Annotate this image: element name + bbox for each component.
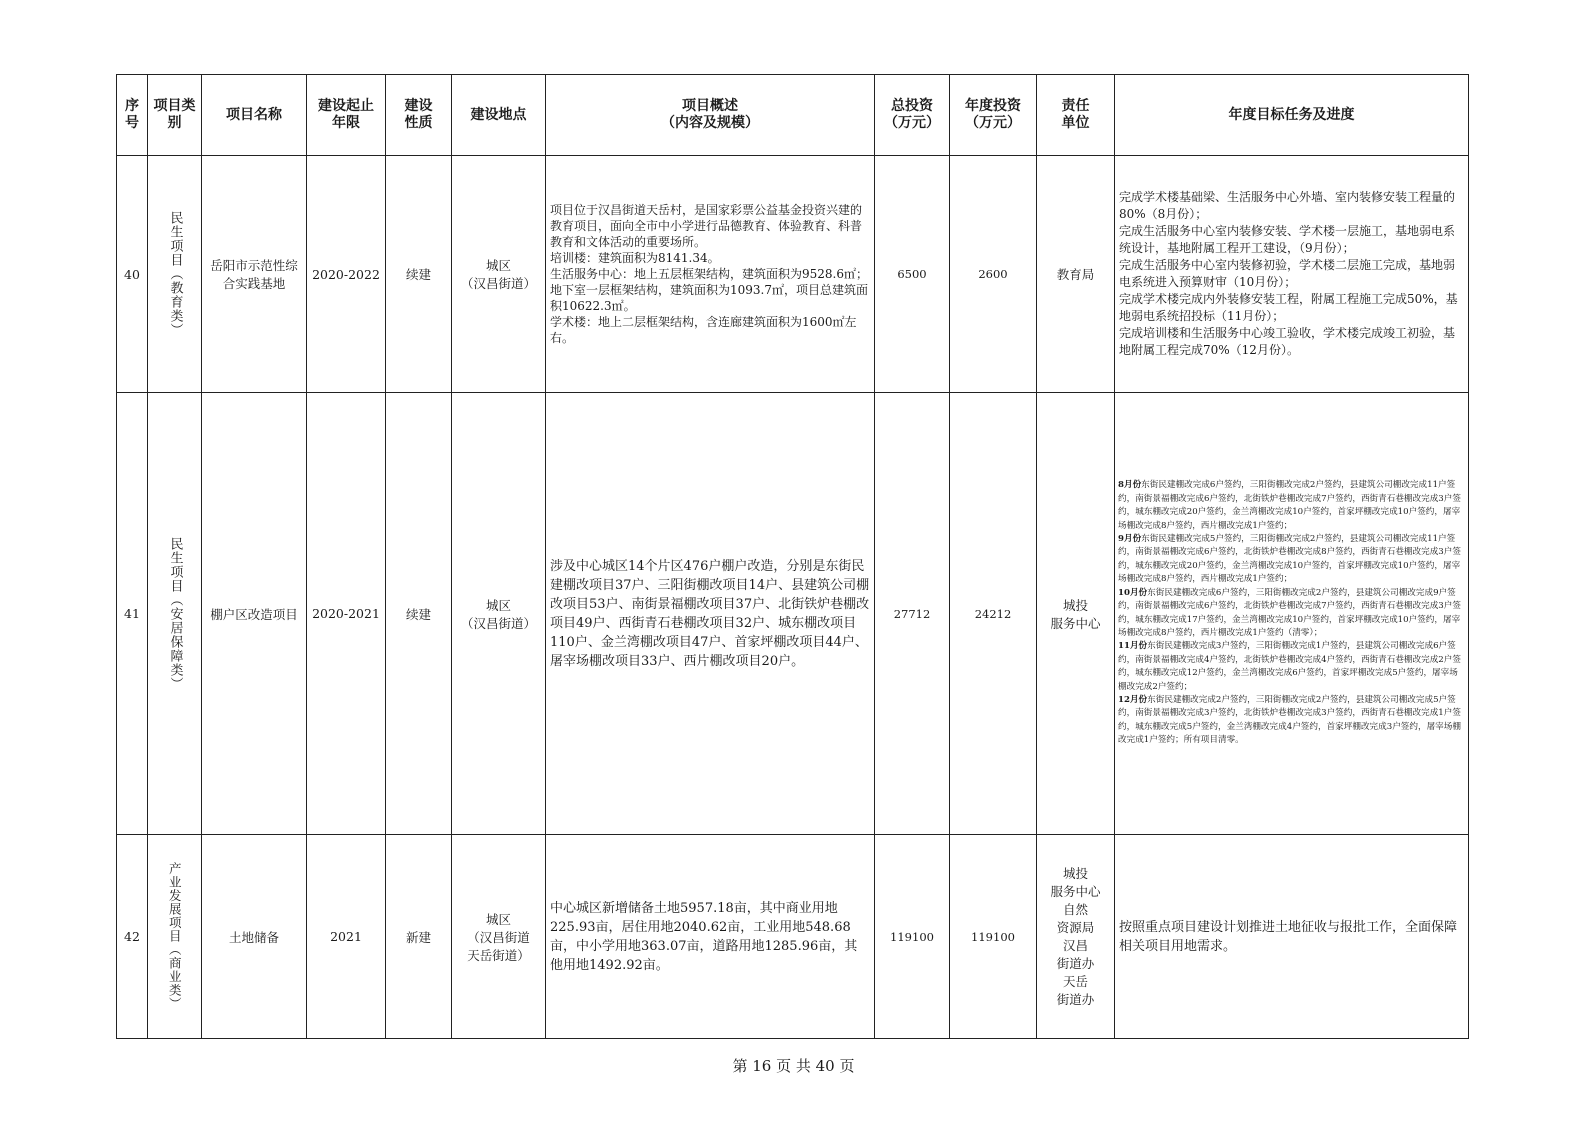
header-location: 建设地点 [452,75,546,156]
table-row [117,393,1469,835]
header-total-investment: 总投资 （万元） [875,75,950,156]
row-category: 民生项目（教育类） [148,156,202,393]
row-period: 2020-2021 [307,393,386,835]
row-summary: 中心城区新增储备土地5957.18亩，其中商业用地225.93亩，居住用地2040.62亩，工业用地548.68亩，中小学用地363.07亩，道路用地1285.96亩，其他用地1492.92亩。 [546,835,875,1039]
row-responsible-unit: 教育局 [1037,156,1115,393]
row-total-investment: 6500 [875,156,950,393]
project-table [116,74,1469,1039]
month-task: 12月份东街民建棚改完成2户签约，三阳街棚改完成2户签约，县建筑公司棚改完成5户签约，南街景福棚改完成3户签约，北街铁炉巷棚改完成3户签约，西街青石巷棚改完成1户签约，城东棚改完成5户签约，金兰湾棚改完成4户签约，首家坪棚改完成3户签约，屠宰场棚改完成1户签约；所有项目清零。 [1118,694,1461,746]
row-annual-tasks: 完成学术楼基础梁、生活服务中心外墙、室内装修安装工程量的80%（8月份）； 完成生活服务中心室内装修安装、学术楼一层施工，基地弱电系统设计，基地附属工程开工建设，（9月份）； 完成生活服务中心室内装修初验，学术楼二层施工完成，基地弱电系统进入预算财审（10月份）； 完成学术楼完成内外装修安装工程，附属工程施工完成50%，基地弱电系统招投标（11月份）； 完成培训楼和生活服务中心竣工验收，学术楼完成竣工初验，基地附属工程完成70%（12月份）。 [1115,156,1469,393]
row-annual-investment: 2600 [950,156,1037,393]
header-row [117,75,1469,156]
row-annual-investment: 24212 [950,393,1037,835]
header-annual-tasks: 年度目标任务及进度 [1115,75,1469,156]
header-annual-investment: 年度投资 （万元） [950,75,1037,156]
month-task: 11月份东街民建棚改完成3户签约，三阳街棚改完成1户签约，县建筑公司棚改完成6户签约，南街景福棚改完成4户签约，北街铁炉巷棚改完成4户签约，西街青石巷棚改完成2户签约，城东棚改完成12户签约，金兰湾棚改完成6户签约，首家坪棚改完成5户签约，屠宰场棚改完成2户签约； [1118,641,1461,692]
row-summary: 涉及中心城区14个片区476户棚户改造，分别是东街民建棚改项目37户、三阳街棚改项目14户、县建筑公司棚改项目53户、南街景福棚改项目37户、北街铁炉巷棚改项目49户、西街青石巷棚改项目32户、城东棚改项目110户、金兰湾棚改项目47户、首家坪棚改项目44户、屠宰场棚改项目33户、西片棚改项目20户。 [546,393,875,835]
month-task: 8月份东街民建棚改完成6户签约，三阳街棚改完成2户签约，县建筑公司棚改完成11户签约，南街景福棚改完成6户签约，北街铁炉巷棚改完成7户签约，西街青石巷棚改完成3户签约，城东棚改完成20户签约，金兰湾棚改完成10户签约，首家坪棚改完成10户签约，屠宰场棚改完成8户签约，西片棚改完成1户签约； [1118,480,1461,531]
row-responsible-unit: 城投 服务中心 自然 资源局 汉昌 街道办 天岳 街道办 [1037,835,1115,1039]
row-nature: 新建 [386,835,452,1039]
row-annual-tasks [1115,393,1469,835]
row-name: 土地储备 [202,835,307,1039]
row-responsible-unit: 城投 服务中心 [1037,393,1115,835]
row-annual-tasks: 按照重点项目建设计划推进土地征收与报批工作，全面保障相关项目用地需求。 [1115,835,1469,1039]
row-location: 城区 （汉昌街道） [452,156,546,393]
page-footer: 第 16 页 共 40 页 [732,1057,855,1075]
header-name: 项目名称 [202,75,307,156]
row-annual-investment: 119100 [950,835,1037,1039]
table-row [117,156,1469,393]
row-category: 产业发展项目（商业类） [148,835,202,1039]
row-period: 2021 [307,835,386,1039]
header-nature: 建设性质 [386,75,452,156]
row-period: 2020-2022 [307,156,386,393]
header-category: 项目类别 [148,75,202,156]
row-name: 棚户区改造项目 [202,393,307,835]
row-location: 城区 （汉昌街道 天岳街道） [452,835,546,1039]
header-summary: 项目概述 （内容及规模） [546,75,875,156]
month-task: 10月份东街民建棚改完成6户签约，三阳街棚改完成2户签约，县建筑公司棚改完成9户签约，南街景福棚改完成6户签约，北街铁炉巷棚改完成7户签约，西街青石巷棚改完成3户签约，城东棚改完成17户签约，金兰湾棚改完成10户签约，首家坪棚改完成10户签约，屠宰场棚改完成8户签约，西片棚改完成1户签约（清零）； [1118,587,1461,638]
row-total-investment: 27712 [875,393,950,835]
row-location: 城区 （汉昌街道） [452,393,546,835]
row-summary: 项目位于汉昌街道天岳村，是国家彩票公益基金投资兴建的教育项目，面向全市中小学进行品德教育、体验教育、科普教育和文体活动的重要场所。 培训楼：建筑面积为8141.34。 生活服务中心：地上五层框架结构，建筑面积为9528.6㎡；地下室一层框架结构，建筑面积为1093.7㎡，项目总建筑面积10622.3㎡。 学术楼：地上二层框架结构，含连廊建筑面积为1600㎡左右。 [546,156,875,393]
header-period: 建设起止年限 [307,75,386,156]
header-responsible-unit: 责任单位 [1037,75,1115,156]
header-seq: 序号 [117,75,148,156]
row-category: 民生项目（安居保障类） [148,393,202,835]
row-total-investment: 119100 [875,835,950,1039]
row-name: 岳阳市示范性综合实践基地 [202,156,307,393]
row-seq: 42 [117,835,148,1039]
table-row [117,835,1469,1039]
month-task: 9月份东街民建棚改完成5户签约，三阳街棚改完成2户签约，县建筑公司棚改完成11户签约，南街景福棚改完成6户签约，北街铁炉巷棚改完成8户签约，西街青石巷棚改完成3户签约，城东棚改完成20户签约，金兰湾棚改完成10户签约，首家坪棚改完成10户签约，屠宰场棚改完成8户签约，西片棚改完成1户签约； [1118,534,1461,585]
row-nature: 续建 [386,156,452,393]
row-seq: 41 [117,393,148,835]
row-seq: 40 [117,156,148,393]
row-nature: 续建 [386,393,452,835]
